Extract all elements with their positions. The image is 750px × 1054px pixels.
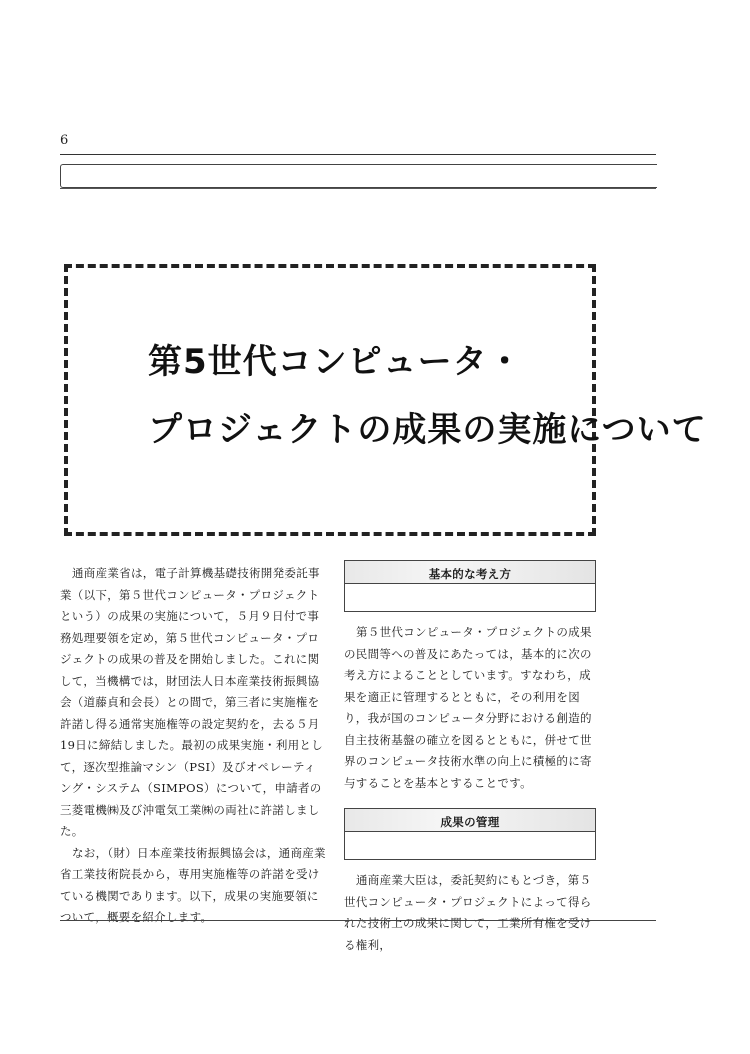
- section-heading-box-results-management: [344, 808, 596, 860]
- right-column: [344, 560, 598, 956]
- section-heading-box-basic-policy: [344, 560, 596, 612]
- section-heading-results-management: 成果の管理: [440, 815, 500, 829]
- title-line-2: プロジェクトの成果の実施について: [148, 410, 707, 450]
- header-tab-decoration: [60, 164, 657, 188]
- section-paragraph-results-management: 通商産業大臣は，委託契約にもとづき，第５世代コンピュータ・プロジェクトによって得られた技術上の成果に関して，工業所有権を受ける権利，: [344, 873, 592, 952]
- left-column: [60, 563, 326, 929]
- section-paragraph-basic-policy: 第５世代コンピュータ・プロジェクトの成果の民間等への普及にあたっては，基本的に次の考え方によることとしています。すなわち，成果を適正に管理するとともに，その利用を図り，我が国のコンピュータ分野における創造的自主技術基盤の確立を図るとともに，併せて世界のコンピュータ技術水準の向上に積極的に寄与することを基本とすることです。: [344, 625, 592, 790]
- left-paragraph-2: なお，（財）日本産業技術振興協会は，通商産業省工業技術院長から，専用実施権等の許諾を受けている機関であります。以下，成果の実施要領について，概要を紹介します。: [60, 845, 326, 924]
- header-rule-bottom: [60, 188, 656, 189]
- footer-rule: [60, 920, 656, 921]
- page-number: 6: [60, 133, 69, 148]
- title-box: [64, 264, 707, 536]
- section-heading-basic-policy: 基本的な考え方: [428, 567, 512, 581]
- left-paragraph-1: 通商産業省は，電子計算機基礎技術開発委託事業（以下，第５世代コンピュータ・プロジェクトという）の成果の実施について，５月９日付で事務処理要領を定め，第５世代コンピュータ・プロジェクトの成果の普及を開始しました。これに関して，当機構では，財団法人日本産業技術振興協会（道藤貞和会長）との間で，第三者に実施権を許諾し得る通常実施権等の設定契約を，去る５月19日に締結しました。最初の成果実施・利用として，逐次型推論マシン（PSI）及びオペレーティング・システム（SIMPOS）について，申請者の三菱電機㈱及び沖電気工業㈱の両社に許諾しました。: [60, 566, 324, 838]
- header-rule: [60, 154, 656, 155]
- title-line-1: 第5世代コンピュータ・: [148, 342, 523, 382]
